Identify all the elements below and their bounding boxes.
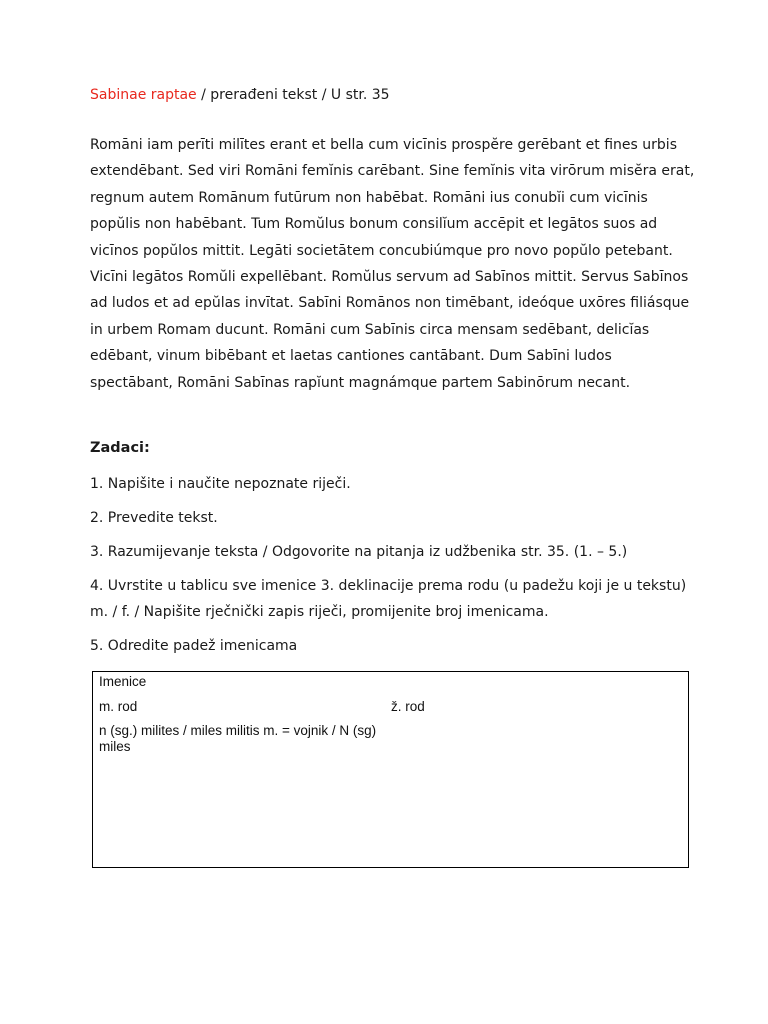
- column-feminine: ž. rod: [391, 699, 425, 714]
- table-header: Imenice: [99, 674, 147, 689]
- paragraph-line: regnum autem Romānum futūrum non habēbat. Romāni ius conubĭi cum vicīnis: [90, 189, 648, 206]
- paragraph-line: ad ludos et ad epŭlas invītat. Sabīni Romānos non timēbant, ideóque uxōres filiásque: [90, 295, 690, 312]
- nouns-table: [92, 671, 689, 868]
- task-4: [90, 573, 686, 625]
- task-5: 5. Odredite padež imenicama: [90, 638, 298, 654]
- heading-subtitle: / prerađeni tekst / U str. 35: [196, 87, 390, 103]
- paragraph-line: Romāni iam perīti milītes erant et bella cum vicīnis prospĕre gerēbant et fines urbis: [90, 137, 677, 153]
- task-1: 1. Napišite i naučite nepoznate riječi.: [90, 476, 351, 492]
- document-heading: [90, 86, 390, 104]
- paragraph-line: edēbant, vinum bibēbant et laetas cantiones cantābant. Dum Sabīni ludos: [90, 348, 612, 365]
- table-entry: n (sg.) milites / miles militis m. = vojnik / N (sg) miles: [99, 723, 377, 754]
- paragraph-line: extendēbant. Sed viri Romāni femĭnis carēbant. Sine femĭnis vita virōrum misĕra erat,: [90, 163, 695, 180]
- task-4-line: 4. Uvrstite u tablicu sve imenice 3. deklinacije prema rodu (u padežu koji je u tekstu): [90, 578, 687, 594]
- paragraph-line: popŭlis non habēbant. Tum Romŭlus bonum consilĭum accēpit et legātos suos ad: [90, 216, 658, 233]
- latin-text-paragraph: [90, 132, 695, 396]
- tasks-heading: Zadaci:: [90, 440, 150, 456]
- heading-title: Sabinae raptae: [90, 87, 197, 103]
- task-3: 3. Razumijevanje teksta / Odgovorite na pitanja iz udžbenika str. 35. (1. – 5.): [90, 544, 628, 560]
- column-masculine: m. rod: [99, 699, 138, 714]
- paragraph-line: Vicīni legātos Romŭli expellēbant. Romŭlus servum ad Sabīnos mittit. Servus Sabīnos: [90, 269, 689, 286]
- task-2: 2. Prevedite tekst.: [90, 510, 218, 526]
- paragraph-line: in urbem Romam ducunt. Romāni cum Sabīnis circa mensam sedēbant, delicĭas: [90, 321, 650, 338]
- task-4-line: m. / f. / Napišite rječnički zapis riječi, promijenite broj imenicama.: [90, 604, 549, 620]
- paragraph-line: spectābant, Romāni Sabīnas rapĭunt magnámque partem Sabinōrum necant.: [90, 374, 631, 391]
- paragraph-line: vicīnos popŭlos mittit. Legāti societātem concubiúmque pro novo popŭlo petebant.: [90, 242, 673, 259]
